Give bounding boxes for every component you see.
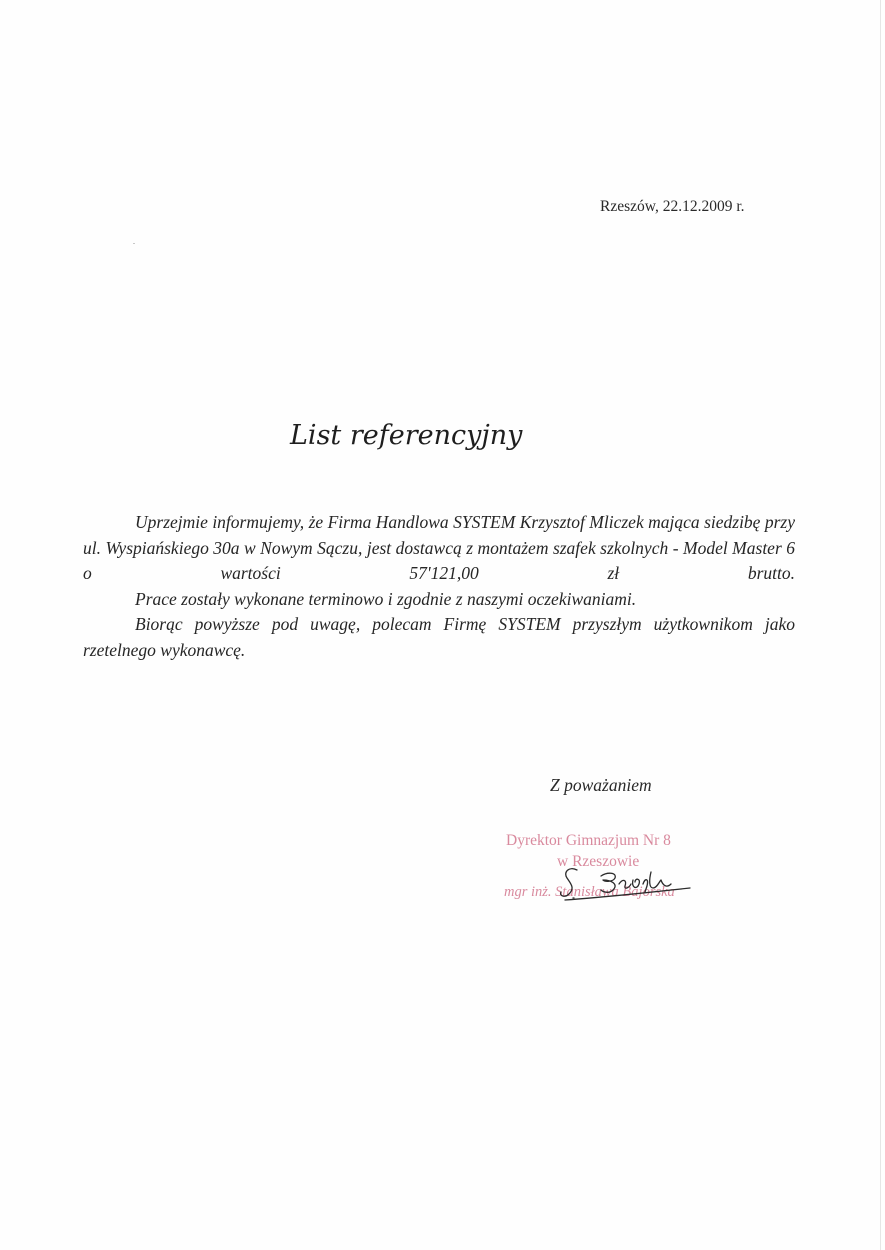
stamp-line-city: w Rzeszowie	[557, 853, 640, 870]
stamp-line-name: mgr inż. Stanisława Bajorska	[504, 884, 675, 900]
place-and-date: Rzeszów, 22.12.2009 r.	[600, 198, 745, 215]
letter-title: List referencyjny	[290, 420, 523, 451]
closing-salutation: Z poważaniem	[550, 775, 652, 795]
stamp-line-title: Dyrektor Gimnazjum Nr 8	[506, 832, 671, 849]
body-paragraph-1: Uprzejmie informujemy, że Firma Handlowa SYSTEM Krzysztof Mliczek mająca siedzibę przy ul. Wyspiańskiego 30a w Nowym Sączu, jest dostawcą z montażem szafek szkolnych - Model Master 6 o wartości 57'121,00 zł brutto.	[83, 512, 795, 583]
page-edge-line	[880, 0, 881, 1250]
letter-body	[83, 510, 795, 663]
body-paragraph-2: Prace zostały wykonane terminowo i zgodnie z naszymi oczekiwaniami.	[135, 588, 637, 609]
scan-speck	[133, 243, 135, 244]
body-paragraph-3: Biorąc powyższe pod uwagę, polecam Firmę SYSTEM przyszłym użytkownikom jako rzetelnego wykonawcę.	[83, 614, 795, 660]
handwritten-signature	[525, 858, 695, 908]
